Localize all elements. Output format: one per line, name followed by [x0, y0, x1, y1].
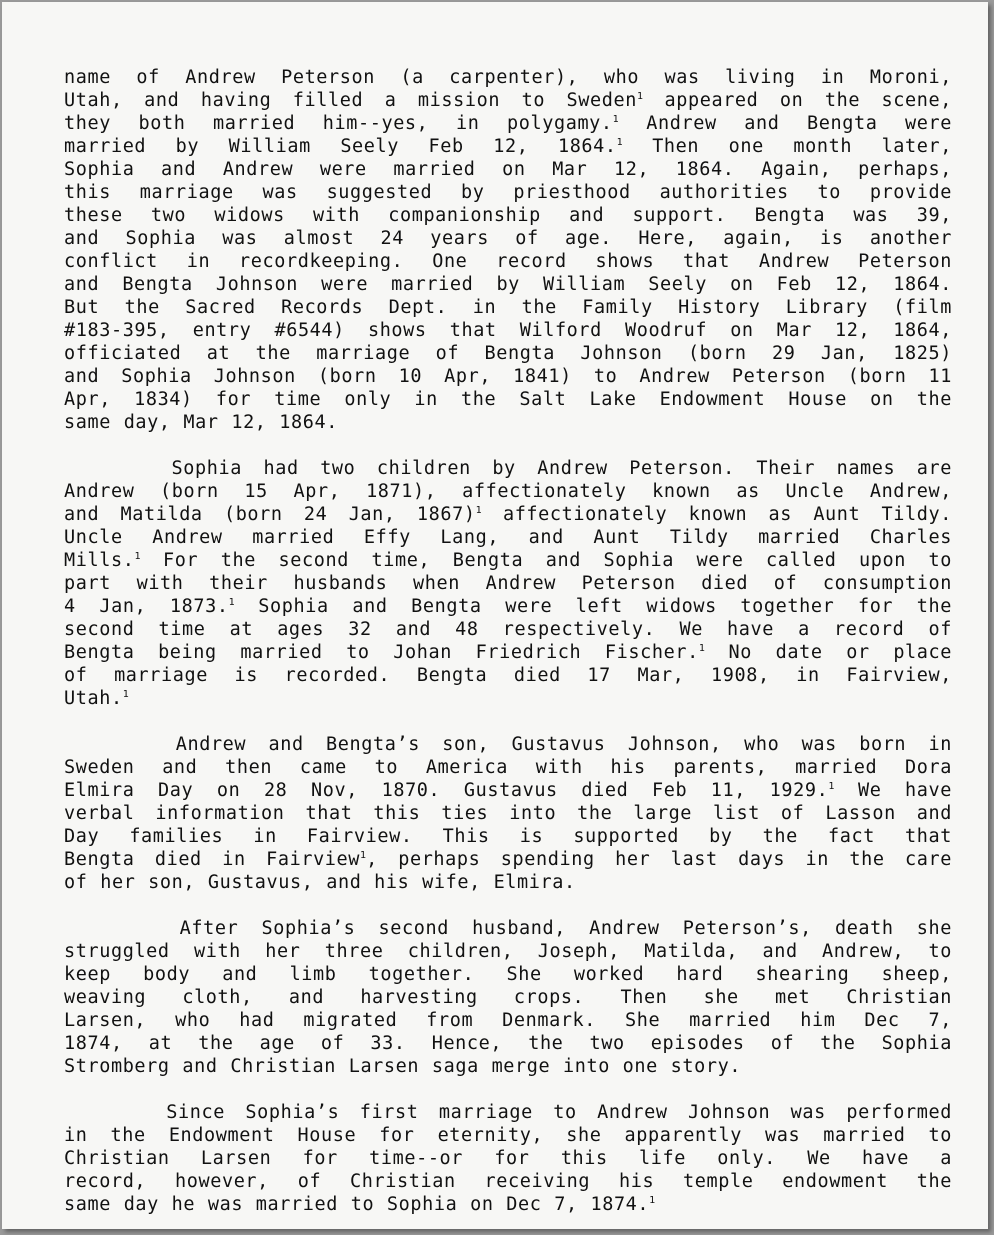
paragraph-gap [64, 1078, 952, 1101]
text-line: Bengta died in Fairview$^1$, perhaps spending her last days in the care [64, 849, 952, 870]
text-line: second time at ages 32 and 48 respectively. We have a record of [64, 619, 952, 640]
text-line: name of Andrew Peterson (a carpenter), who was living in Moroni, [64, 67, 952, 88]
text-line: verbal information that this ties into the large list of Lasson and [64, 803, 952, 824]
text-line: officiated at the marriage of Bengta Johnson (born 29 Jan, 1825) [64, 343, 952, 364]
text-line: same day, Mar 12, 1864. [64, 412, 338, 433]
text-line: Andrew and Bengta’s son, Gustavus Johnson, who was born in [64, 734, 952, 755]
text-line: Christian Larsen for time--or for this life only. We have a [64, 1148, 952, 1169]
document-body [64, 66, 952, 1216]
paragraph-gap [64, 894, 952, 917]
scanned-page [2, 2, 988, 1229]
footnote-marker: 1 [475, 505, 482, 516]
text-line: of her son, Gustavus, and his wife, Elmira. [64, 872, 576, 893]
paragraph [64, 457, 952, 710]
text-line: conflict in recordkeeping. One record shows that Andrew Peterson [64, 251, 952, 272]
footnote-marker: 1 [134, 551, 141, 562]
text-line: After Sophia’s second husband, Andrew Peterson’s, death she [64, 918, 952, 939]
paragraph [64, 917, 952, 1078]
text-line: Sophia had two children by Andrew Peterson. Their names are [64, 458, 952, 479]
text-line: 4 Jan, 1873.$^1$ Sophia and Bengta were left widows together for the [64, 596, 953, 617]
footnote-marker: 1 [122, 689, 129, 700]
text-line: Sophia and Andrew were married on Mar 12, 1864. Again, perhaps, [64, 159, 952, 180]
text-line: Utah, and having filled a mission to Sweden$^1$ appeared on the scene, [64, 90, 952, 111]
text-line: and Bengta Johnson were married by William Seely on Feb 12, 1864. [64, 274, 952, 295]
text-line: weaving cloth, and harvesting crops. Then she met Christian [64, 987, 952, 1008]
paragraph-gap [64, 710, 952, 733]
paragraph [64, 66, 952, 434]
text-line: part with their husbands when Andrew Peterson died of consumption [64, 573, 952, 594]
text-line: Sweden and then came to America with his parents, married Dora [64, 757, 952, 778]
footnote-marker: 1 [616, 137, 623, 148]
text-line: they both married him--yes, in polygamy.$^1$ Andrew and Bengta were [64, 113, 952, 134]
text-line: in the Endowment House for eternity, she apparently was married to [64, 1125, 952, 1146]
text-line: this marriage was suggested by priesthood authorities to provide [64, 182, 952, 203]
text-line: and Sophia Johnson (born 10 Apr, 1841) to Andrew Peterson (born 11 [64, 366, 952, 387]
text-line: Day families in Fairview. This is supported by the fact that [64, 826, 952, 847]
footnote-marker: 1 [612, 114, 619, 125]
text-line: and Matilda (born 24 Jan, 1867)$^1$ affectionately known as Aunt Tildy. [64, 504, 952, 525]
text-line: Bengta being married to Johan Friedrich Fischer.$^1$ No date or place [64, 642, 953, 663]
text-line: Stromberg and Christian Larsen saga merge into one story. [64, 1056, 742, 1077]
text-line: Larsen, who had migrated from Denmark. She married him Dec 7, [64, 1010, 952, 1031]
text-line: these two widows with companionship and support. Bengta was 39, [64, 205, 952, 226]
footnote-marker: 1 [360, 850, 367, 861]
text-line: Elmira Day on 28 Nov, 1870. Gustavus died Feb 11, 1929.$^1$ We have [64, 780, 952, 801]
footnote-marker: 1 [828, 781, 835, 792]
footnote-marker: 1 [698, 643, 705, 654]
text-line: 1874, at the age of 33. Hence, the two episodes of the Sophia [64, 1033, 952, 1054]
text-line: record, however, of Christian receiving his temple endowment the [64, 1171, 952, 1192]
text-line: Apr, 1834) for time only in the Salt Lake Endowment House on the [64, 389, 952, 410]
paragraph [64, 1101, 952, 1216]
text-line: Since Sophia’s first marriage to Andrew Johnson was performed [64, 1102, 952, 1123]
text-line: Andrew (born 15 Apr, 1871), affectionately known as Uncle Andrew, [64, 481, 952, 502]
text-line: #183-395, entry #6544) shows that Wilford Woodruf on Mar 12, 1864, [64, 320, 952, 341]
paragraph [64, 733, 952, 894]
footnote-marker: 1 [228, 597, 235, 608]
text-line: Uncle Andrew married Effy Lang, and Aunt Tildy married Charles [64, 527, 952, 548]
text-line: married by William Seely Feb 12, 1864.$^1$ Then one month later, [64, 136, 952, 157]
text-line: Mills.$^1$ For the second time, Bengta and Sophia were called upon to [64, 550, 952, 571]
text-line: of marriage is recorded. Bengta died 17 Mar, 1908, in Fairview, [64, 665, 952, 686]
text-line: and Sophia was almost 24 years of age. Here, again, is another [64, 228, 952, 249]
text-line: But the Sacred Records Dept. in the Family History Library (film [64, 297, 952, 318]
text-line: keep body and limb together. She worked hard shearing sheep, [64, 964, 952, 985]
footnote-marker: 1 [636, 91, 644, 102]
paragraph-gap [64, 434, 952, 457]
text-line: struggled with her three children, Joseph, Matilda, and Andrew, to [64, 941, 952, 962]
footnote-marker: 1 [649, 1195, 656, 1206]
text-line: same day he was married to Sophia on Dec 7, 1874.$^1$ [64, 1194, 656, 1215]
text-line: Utah.$^1$ [64, 688, 129, 709]
